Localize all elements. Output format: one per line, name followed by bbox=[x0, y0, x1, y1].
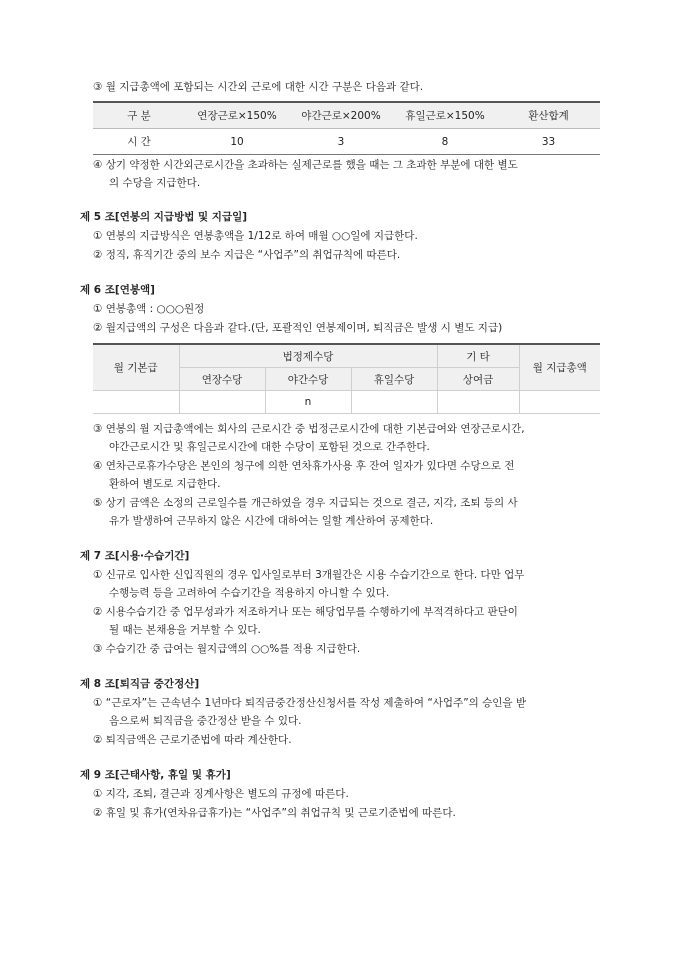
table-cell: 33 bbox=[541, 135, 556, 148]
table-row bbox=[93, 129, 600, 155]
table-header-cell: 월 기본급 bbox=[93, 344, 179, 391]
table-cell: n bbox=[265, 391, 351, 414]
article-9-item-2: ② 휴일 및 휴가(연차유급휴가)는 “사업주”의 취업규칙 및 근로기준법에 따른다. bbox=[93, 807, 456, 819]
item-4-line-1: ④ 상기 약정한 시간외근로시간을 초과하는 실제근로를 했을 때는 그 초과한 부분에 대한 별도 bbox=[93, 159, 518, 171]
table-cell: 시 간 bbox=[127, 136, 151, 148]
item-4-line-2: 의 수당을 지급한다. bbox=[109, 177, 201, 189]
table-cell bbox=[93, 391, 179, 414]
article-6-item-3-line-2: 야간근로시간 및 휴일근로시간에 대한 수당이 포함된 것으로 간주한다. bbox=[109, 441, 430, 453]
table-header-cell: 연장수당 bbox=[179, 368, 265, 391]
article-7-item-3: ③ 수습기간 중 급여는 월지급액의 ○○%를 적용 지급한다. bbox=[93, 643, 361, 655]
article-6-title: 제 6 조[연봉액] bbox=[80, 284, 155, 296]
table-cell: 3 bbox=[337, 135, 345, 148]
article-7-title: 제 7 조[시용·수습기간] bbox=[80, 550, 190, 562]
article-7-item-2-line-2: 될 때는 본채용을 거부할 수 있다. bbox=[109, 624, 261, 636]
table-cell bbox=[351, 391, 437, 414]
table-cell bbox=[519, 391, 600, 414]
article-6-item-4-line-2: 환하여 별도로 지급한다. bbox=[109, 478, 221, 490]
article-8-item-2: ② 퇴직금액은 근로기준법에 따라 계산한다. bbox=[93, 734, 292, 746]
article-5-title: 제 5 조[연봉의 지급방법 및 지급일] bbox=[80, 211, 248, 223]
table-header-cell: 법정제수당 bbox=[179, 344, 437, 368]
table-header-cell: 구 분 bbox=[93, 102, 185, 129]
table-cell: 10 bbox=[230, 135, 244, 148]
article-5-item-1: ① 연봉의 지급방식은 연봉총액을 1/12로 하여 매월 ○○일에 지급한다. bbox=[93, 230, 418, 242]
table-header-row bbox=[93, 344, 600, 368]
table-cell: 8 bbox=[441, 135, 449, 148]
table-header-row bbox=[93, 102, 600, 129]
table-header-cell: 기 타 bbox=[437, 344, 519, 368]
article-9-item-1: ① 지각, 조퇴, 결근과 징계사항은 별도의 규정에 따른다. bbox=[93, 788, 349, 800]
monthly-pay-table bbox=[93, 343, 600, 414]
table-header-cell: 휴일근로×150% bbox=[393, 102, 497, 129]
article-8-item-1-line-2: 음으로써 퇴직금을 중간정산 받을 수 있다. bbox=[109, 715, 302, 727]
article-6-item-5-line-2: 유가 발생하여 근무하지 않은 시간에 대하여는 일할 계산하여 공제한다. bbox=[109, 515, 434, 527]
article-7-item-1-line-2: 수행능력 등을 고려하여 수습기간을 적용하지 아니할 수 있다. bbox=[109, 587, 390, 599]
overtime-hours-table bbox=[93, 101, 600, 155]
table-header-cell: 야간근로×200% bbox=[289, 102, 393, 129]
article-8-title: 제 8 조[퇴직금 중간정산] bbox=[80, 678, 200, 690]
table-header-cell: 휴일수당 bbox=[351, 368, 437, 391]
article-7-item-2-line-1: ② 시용수습기간 중 업무성과가 저조하거나 또는 해당업무를 수행하기에 부적격하다고 판단이 bbox=[93, 606, 518, 618]
article-6-item-3-line-1: ③ 연봉의 월 지급총액에는 회사의 근로시간 중 법정근로시간에 대한 기본급여와 연장근로시간, bbox=[93, 423, 525, 435]
table-header-cell: 상여금 bbox=[437, 368, 519, 391]
article-7-item-1-line-1: ① 신규로 입사한 신입직원의 경우 입사일로부터 3개월간은 시용 수습기간으로 한다. 다만 업무 bbox=[93, 569, 525, 581]
table-cell bbox=[179, 391, 265, 414]
article-8-item-1-line-1: ① “근로자”는 근속년수 1년마다 퇴직금중간정산신청서를 작성 제출하여 “사업주”의 승인을 받 bbox=[93, 697, 527, 709]
item-3-intro: ③ 월 지급총액에 포함되는 시간외 근로에 대한 시간 구분은 다음과 같다. bbox=[93, 81, 424, 93]
article-6-item-1: ① 연봉총액 : ○○○원정 bbox=[93, 303, 205, 315]
table-header-cell: 월 지급총액 bbox=[519, 344, 600, 391]
table-header-cell: 야간수당 bbox=[265, 368, 351, 391]
article-5-item-2: ② 정직, 휴직기간 중의 보수 지급은 “사업주”의 취업규칙에 따른다. bbox=[93, 249, 401, 261]
article-9-title: 제 9 조[근태사항, 휴일 및 휴가] bbox=[80, 769, 231, 781]
article-6-item-2: ② 월지급액의 구성은 다음과 같다.(단, 포괄적인 연봉제이며, 퇴직금은 발생 시 별도 지급) bbox=[93, 322, 503, 334]
table-header-cell: 환산합계 bbox=[497, 102, 600, 129]
table-header-cell: 연장근로×150% bbox=[185, 102, 289, 129]
article-6-item-4-line-1: ④ 연차근로휴가수당은 본인의 청구에 의한 연차휴가사용 후 잔여 일자가 있다면 수당으로 전 bbox=[93, 460, 515, 472]
table-row bbox=[93, 391, 600, 414]
table-cell bbox=[437, 391, 519, 414]
article-6-item-5-line-1: ⑤ 상기 금액은 소정의 근로일수를 개근하였을 경우 지급되는 것으로 결근, 지각, 조퇴 등의 사 bbox=[93, 497, 518, 509]
